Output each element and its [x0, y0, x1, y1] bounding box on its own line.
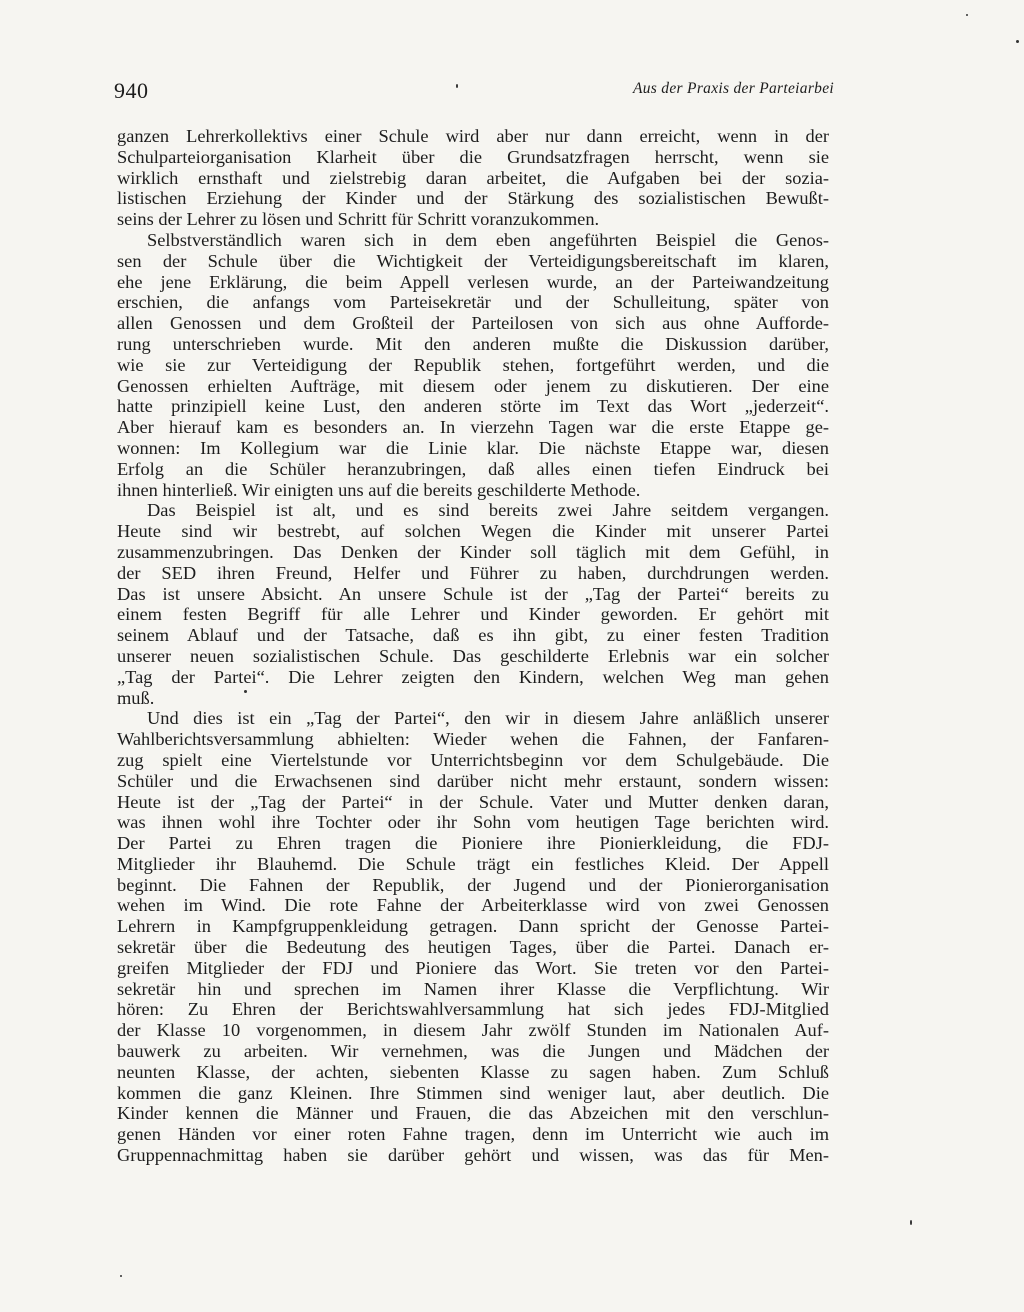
text-line: Wahlberichtsversammlung abhielten: Wieder wehen die Fahnen, der Fanfaren- — [117, 729, 829, 750]
text-line: Kinder kennen die Männer und Frauen, die das Abzeichen mit den verschlun- — [117, 1103, 829, 1124]
print-speck — [120, 1275, 122, 1277]
text-line: ehe jene Erklärung, die beim Appell verlesen wurde, an der Parteiwandzeitung — [117, 271, 829, 292]
print-speck — [1016, 40, 1019, 43]
text-line: beginnt. Die Fahnen der Republik, der Jugend und der Pionierorganisation — [117, 874, 829, 895]
text-line: Lehrern in Kampfgruppenkleidung getragen. Dann spricht der Genosse Partei- — [117, 916, 829, 937]
text-line: sekretär über die Bedeutung des heutigen Tages, über die Partei. Danach er- — [117, 937, 829, 958]
text-line: Schüler und die Erwachsenen sind darüber nicht mehr erstaunt, sondern wissen: — [117, 770, 829, 791]
text-line: Schulparteiorganisation Klarheit über die Grundsatzfragen herrscht, wenn sie — [117, 146, 829, 167]
text-line: hatte prinzipiell keine Lust, den anderen störte im Text das Wort „jederzeit“. — [117, 396, 829, 417]
text-line: wie sie zur Verteidigung der Republik stehen, fortgeführt werden, und die — [117, 354, 829, 375]
text-line: Aber hierauf kam es besonders an. In vierzehn Tagen war die erste Etappe ge- — [117, 417, 829, 438]
text-line: „Tag der Partei“. Die Lehrer zeigten den Kindern, welchen Weg man gehen — [117, 666, 829, 687]
text-line: unserer neuen sozialistischen Schule. Das geschilderte Erlebnis war ein solcher — [117, 645, 829, 666]
text-line: wonnen: Im Kollegium war die Linie klar. Die nächste Etappe war, diesen — [117, 437, 829, 458]
text-line: sen der Schule über die Wichtigkeit der Verteidigungsbereitschaft im klaren, — [117, 250, 829, 271]
text-line: Mitglieder ihr Blauhemd. Die Schule trägt ein festliches Kleid. Der Appell — [117, 853, 829, 874]
text-line: Genossen erhielten Aufträge, mit diesem oder jenem zu diskutieren. Der eine — [117, 375, 829, 396]
print-speck — [244, 690, 247, 693]
page-header — [114, 78, 834, 110]
text-line: seinem Ablauf und der Tatsache, daß es ihn gibt, zu einer festen Tradition — [117, 625, 829, 646]
text-line: hören: Zu Ehren der Berichtswahlversammlung hat sich jedes FDJ-Mitglied — [117, 999, 829, 1020]
text-line: Heute ist der „Tag der Partei“ in der Schule. Vater und Mutter denken daran, — [117, 791, 829, 812]
text-line: Gruppennachmittag haben sie darüber gehört und wissen, was das für Men- — [117, 1145, 829, 1166]
text-line: sekretär hin und sprechen im Namen ihrer Klasse die Verpflichtung. Wir — [117, 978, 829, 999]
body-text — [117, 126, 829, 1166]
text-line: Heute sind wir bestrebt, auf solchen Wegen die Kinder mit unserer Partei — [117, 521, 829, 542]
text-line: der Klasse 10 vorgenommen, in diesem Jahr zwölf Stunden im Nationalen Auf- — [117, 1020, 829, 1041]
text-line: was ihnen wohl ihre Tochter oder ihr Sohn vom heutigen Tage berichten wird. — [117, 812, 829, 833]
text-line: rung unterschrieben wurde. Mit den anderen mußte die Diskussion darüber, — [117, 333, 829, 354]
text-line: Das ist unsere Absicht. An unsere Schule ist der „Tag der Partei“ bereits zu — [117, 583, 829, 604]
text-line: der SED ihren Freund, Helfer und Führer zu haben, durchdrungen werden. — [117, 562, 829, 583]
running-head: Aus der Praxis der Parteiarbei — [632, 80, 834, 97]
page-number: 940 — [114, 78, 149, 103]
print-speck — [966, 14, 968, 16]
text-line: listischen Erziehung der Kinder und der Stärkung des sozialistischen Bewußt- — [117, 188, 829, 209]
text-line: greifen Mitglieder der FDJ und Pioniere das Wort. Sie treten vor den Partei- — [117, 957, 829, 978]
text-line: wehen im Wind. Die rote Fahne der Arbeiterklasse wird von zwei Genossen — [117, 895, 829, 916]
text-line: Und dies ist ein „Tag der Partei“, den wir in diesem Jahre anläßlich unserer — [147, 708, 829, 729]
text-line: zug spielt eine Viertelstunde vor Unterrichtsbeginn vor dem Schulgebäude. Die — [117, 749, 829, 770]
text-line: kommen die ganz Kleinen. Ihre Stimmen sind weniger laut, aber deutlich. Die — [117, 1082, 829, 1103]
text-line: Der Partei zu Ehren tragen die Pioniere ihre Pionierkleidung, die FDJ- — [117, 833, 829, 854]
text-line: Das Beispiel ist alt, und es sind bereits zwei Jahre seitdem vergangen. — [147, 500, 829, 521]
text-line: zusammenzubringen. Das Denken der Kinder soll täglich mit dem Gefühl, in — [117, 541, 829, 562]
text-line: ganzen Lehrerkollektivs einer Schule wird aber nur dann erreicht, wenn in der — [117, 126, 829, 146]
text-line: muß. — [117, 687, 155, 708]
text-line: bauwerk zu arbeiten. Wir vernehmen, was die Jungen und Mädchen der — [117, 1041, 829, 1062]
text-line: genen Händen vor einer roten Fahne tragen, denn im Unterricht wie auch im — [117, 1124, 829, 1145]
text-line: neunten Klasse, der achten, siebenten Klasse zu sagen haben. Zum Schluß — [117, 1061, 829, 1082]
text-line: ihnen hinterließ. Wir einigten uns auf die bereits geschilderte Methode. — [117, 479, 641, 500]
text-line: Selbstverständlich waren sich in dem eben angeführten Beispiel die Genos- — [147, 229, 829, 250]
text-line: einem festen Begriff für alle Lehrer und Kinder geworden. Er gehört mit — [117, 604, 829, 625]
print-speck — [910, 1220, 912, 1225]
text-line: wirklich ernsthaft und zielstrebig daran arbeitet, die Aufgaben bei der sozia- — [117, 167, 829, 188]
text-line: erschien, die anfangs vom Parteisekretär und der Schulleitung, später von — [117, 292, 829, 313]
text-line: Erfolg an die Schüler heranzubringen, daß alles einen tiefen Eindruck bei — [117, 458, 829, 479]
print-speck — [456, 84, 458, 88]
text-line: seins der Lehrer zu lösen und Schritt für Schritt voranzukommen. — [117, 209, 600, 230]
text-line: allen Genossen und dem Großteil der Parteilosen von sich aus ohne Aufforde- — [117, 313, 829, 334]
